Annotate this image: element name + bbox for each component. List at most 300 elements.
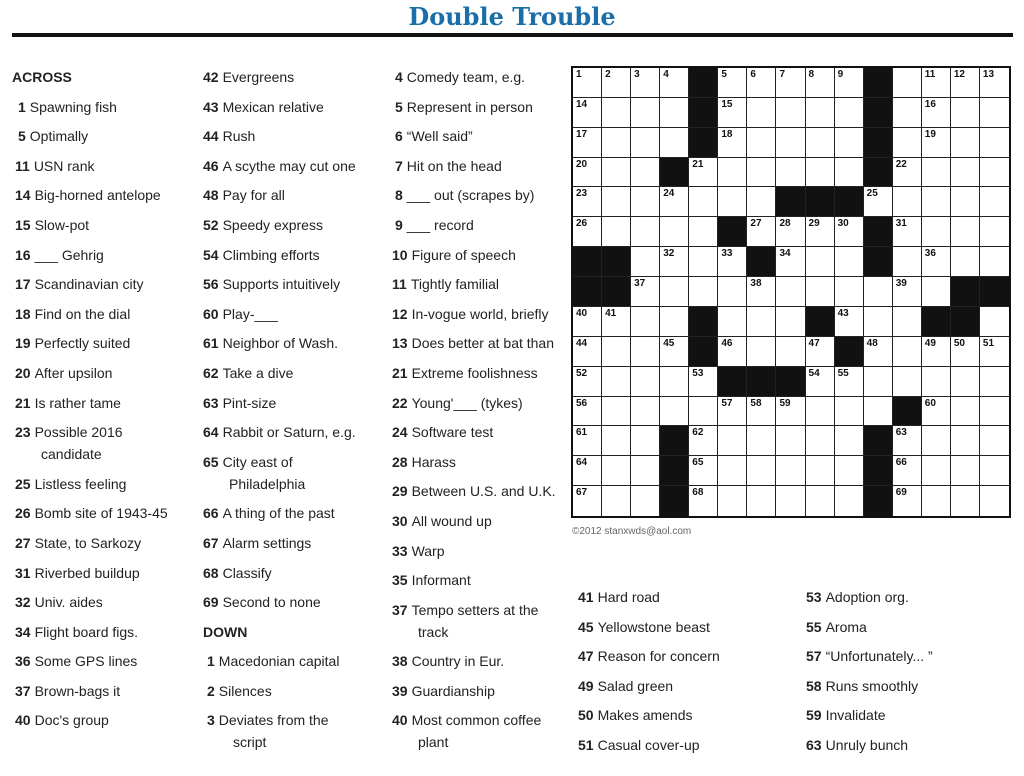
- clue[interactable]: [203, 392, 356, 414]
- grid-cell[interactable]: [893, 486, 922, 516]
- grid-cell[interactable]: [980, 456, 1009, 486]
- grid-cell[interactable]: [776, 456, 805, 486]
- clue[interactable]: [392, 362, 556, 384]
- grid-cell[interactable]: [893, 456, 922, 486]
- grid-cell[interactable]: [573, 68, 602, 98]
- grid-cell[interactable]: [718, 307, 747, 337]
- grid-cell[interactable]: [718, 98, 747, 128]
- grid-cell[interactable]: [631, 158, 660, 188]
- clue[interactable]: [392, 421, 556, 443]
- grid-cell[interactable]: [573, 367, 602, 397]
- grid-cell[interactable]: [893, 367, 922, 397]
- grid-cell[interactable]: [806, 337, 835, 367]
- cell-number: 45: [663, 337, 675, 349]
- grid-cell[interactable]: [922, 486, 951, 516]
- clue[interactable]: [392, 680, 556, 702]
- grid-cell[interactable]: [951, 158, 980, 188]
- grid-cell[interactable]: [922, 68, 951, 98]
- grid-cell[interactable]: [689, 187, 718, 217]
- clue[interactable]: [203, 155, 356, 177]
- clue[interactable]: [392, 214, 556, 236]
- grid-cell[interactable]: [951, 486, 980, 516]
- grid-cell[interactable]: [747, 187, 776, 217]
- cell-number: 67: [576, 487, 588, 499]
- grid-cell[interactable]: [980, 307, 1009, 337]
- clue[interactable]: [12, 303, 168, 325]
- clue[interactable]: [203, 96, 356, 118]
- clue[interactable]: [578, 675, 720, 697]
- grid-cell[interactable]: [573, 217, 602, 247]
- grid-cell[interactable]: [747, 98, 776, 128]
- grid-cell[interactable]: [951, 456, 980, 486]
- grid-cell[interactable]: [776, 68, 805, 98]
- grid-cell[interactable]: [689, 277, 718, 307]
- clue[interactable]: [392, 184, 556, 206]
- grid-cell[interactable]: [806, 367, 835, 397]
- grid-cell[interactable]: [631, 397, 660, 427]
- clue[interactable]: [203, 502, 356, 524]
- grid-cell[interactable]: [602, 337, 631, 367]
- clue[interactable]: [12, 562, 168, 584]
- clue[interactable]: [12, 502, 168, 524]
- grid-cell[interactable]: [893, 337, 922, 367]
- grid-cell[interactable]: [747, 128, 776, 158]
- grid-cell[interactable]: [660, 307, 689, 337]
- clue[interactable]: [12, 591, 168, 613]
- grid-cell[interactable]: [806, 217, 835, 247]
- grid-cell[interactable]: [631, 307, 660, 337]
- grid-cell[interactable]: [980, 426, 1009, 456]
- grid-cell[interactable]: [660, 337, 689, 367]
- clue[interactable]: [12, 650, 168, 672]
- grid-cell[interactable]: [835, 128, 864, 158]
- grid-cell[interactable]: [573, 187, 602, 217]
- grid-cell[interactable]: [747, 486, 776, 516]
- clue[interactable]: [578, 734, 720, 756]
- grid-cell[interactable]: [835, 486, 864, 516]
- grid-cell[interactable]: [980, 68, 1009, 98]
- clue-number: 21: [392, 364, 408, 381]
- clue-text: Bomb site of 1943-45: [34, 505, 168, 522]
- clue[interactable]: [12, 125, 168, 147]
- clue[interactable]: [806, 675, 933, 697]
- grid-cell[interactable]: [631, 247, 660, 277]
- clue[interactable]: [203, 650, 356, 672]
- clue[interactable]: [392, 125, 556, 147]
- clue-number: 51: [578, 736, 594, 753]
- grid-cell[interactable]: [951, 98, 980, 128]
- cell-number: 29: [808, 218, 820, 230]
- grid-cell[interactable]: [864, 367, 893, 397]
- grid-cell[interactable]: [951, 68, 980, 98]
- clue-text: Play-___: [222, 305, 278, 322]
- clue[interactable]: [203, 562, 356, 584]
- clue[interactable]: [203, 273, 356, 295]
- grid-cell[interactable]: [864, 307, 893, 337]
- grid-cell[interactable]: [806, 277, 835, 307]
- grid-cell[interactable]: [631, 128, 660, 158]
- clue-number: 17: [15, 276, 31, 293]
- grid-cell[interactable]: [747, 158, 776, 188]
- clue[interactable]: [392, 244, 556, 266]
- clue[interactable]: [12, 680, 168, 702]
- black-square: [864, 158, 893, 188]
- grid-cell[interactable]: [893, 277, 922, 307]
- grid-cell[interactable]: [806, 98, 835, 128]
- grid-cell[interactable]: [573, 98, 602, 128]
- grid-cell[interactable]: [806, 426, 835, 456]
- cell-number: 23: [576, 188, 588, 200]
- grid-cell[interactable]: [747, 307, 776, 337]
- grid-cell[interactable]: [602, 158, 631, 188]
- grid-cell[interactable]: [602, 426, 631, 456]
- grid-cell[interactable]: [631, 337, 660, 367]
- clue[interactable]: [12, 214, 168, 236]
- grid-cell[interactable]: [835, 217, 864, 247]
- grid-cell[interactable]: [718, 128, 747, 158]
- clue[interactable]: [12, 421, 168, 465]
- grid-cell[interactable]: [951, 187, 980, 217]
- grid-cell[interactable]: [806, 456, 835, 486]
- grid-cell[interactable]: [660, 397, 689, 427]
- clue[interactable]: [578, 616, 720, 638]
- clue[interactable]: [12, 392, 168, 414]
- crossword-grid[interactable]: [571, 66, 1011, 518]
- clue[interactable]: [12, 184, 168, 206]
- clue[interactable]: [806, 586, 933, 608]
- grid-cell[interactable]: [718, 456, 747, 486]
- grid-cell[interactable]: [660, 217, 689, 247]
- clue-text: Riverbed buildup: [34, 564, 140, 581]
- clue[interactable]: [392, 66, 556, 88]
- grid-cell[interactable]: [922, 128, 951, 158]
- clue[interactable]: [12, 273, 168, 295]
- black-square: [864, 217, 893, 247]
- grid-cell[interactable]: [631, 187, 660, 217]
- grid-cell[interactable]: [660, 367, 689, 397]
- clue[interactable]: [392, 155, 556, 177]
- grid-cell[interactable]: [602, 397, 631, 427]
- clue[interactable]: [392, 96, 556, 118]
- grid-cell[interactable]: [893, 217, 922, 247]
- clue[interactable]: [806, 645, 933, 667]
- grid-cell[interactable]: [864, 277, 893, 307]
- grid-cell[interactable]: [602, 307, 631, 337]
- clue[interactable]: [392, 569, 556, 591]
- clue[interactable]: [203, 66, 356, 88]
- grid-cell[interactable]: [835, 158, 864, 188]
- clue[interactable]: [392, 480, 556, 502]
- clue[interactable]: [392, 392, 556, 414]
- grid-cell[interactable]: [922, 247, 951, 277]
- grid-cell[interactable]: [806, 68, 835, 98]
- grid-cell[interactable]: [631, 486, 660, 516]
- cell-number: 17: [576, 128, 588, 140]
- grid-cell[interactable]: [980, 158, 1009, 188]
- grid-cell[interactable]: [922, 158, 951, 188]
- grid-cell[interactable]: [835, 307, 864, 337]
- grid-cell[interactable]: [689, 426, 718, 456]
- grid-cell[interactable]: [573, 128, 602, 158]
- grid-cell[interactable]: [776, 158, 805, 188]
- grid-cell[interactable]: [602, 187, 631, 217]
- grid-cell[interactable]: [835, 277, 864, 307]
- grid-cell[interactable]: [893, 158, 922, 188]
- grid-cell[interactable]: [951, 337, 980, 367]
- clue[interactable]: [203, 532, 356, 554]
- grid-cell[interactable]: [718, 337, 747, 367]
- grid-cell[interactable]: [835, 98, 864, 128]
- grid-cell[interactable]: [718, 397, 747, 427]
- grid-cell[interactable]: [776, 397, 805, 427]
- grid-cell[interactable]: [660, 247, 689, 277]
- grid-cell[interactable]: [718, 187, 747, 217]
- clue[interactable]: [203, 125, 356, 147]
- grid-cell[interactable]: [980, 397, 1009, 427]
- grid-cell[interactable]: [776, 486, 805, 516]
- clue[interactable]: [12, 244, 168, 266]
- grid-cell[interactable]: [689, 247, 718, 277]
- clue[interactable]: [203, 214, 356, 236]
- grid-cell[interactable]: [893, 426, 922, 456]
- clue[interactable]: [392, 540, 556, 562]
- grid-cell[interactable]: [747, 456, 776, 486]
- clue[interactable]: [12, 362, 168, 384]
- grid-cell[interactable]: [864, 337, 893, 367]
- clue-text: “Well said”: [406, 128, 473, 145]
- grid-cell[interactable]: [922, 277, 951, 307]
- grid-cell[interactable]: [951, 426, 980, 456]
- grid-cell[interactable]: [980, 337, 1009, 367]
- clue[interactable]: [203, 244, 356, 266]
- grid-cell[interactable]: [835, 247, 864, 277]
- clue[interactable]: [203, 421, 356, 443]
- grid-cell[interactable]: [660, 98, 689, 128]
- clue[interactable]: [203, 303, 356, 325]
- grid-cell[interactable]: [573, 337, 602, 367]
- grid-cell[interactable]: [835, 367, 864, 397]
- grid-cell[interactable]: [660, 128, 689, 158]
- clue-text: Slow-pot: [34, 216, 90, 233]
- grid-cell[interactable]: [660, 68, 689, 98]
- grid-cell[interactable]: [573, 307, 602, 337]
- grid-cell[interactable]: [776, 247, 805, 277]
- grid-cell[interactable]: [631, 456, 660, 486]
- clue-text: Extreme foolishness: [411, 364, 538, 381]
- clue[interactable]: [203, 591, 356, 613]
- grid-cell[interactable]: [806, 247, 835, 277]
- grid-cell[interactable]: [922, 397, 951, 427]
- grid-cell[interactable]: [980, 128, 1009, 158]
- grid-cell[interactable]: [573, 486, 602, 516]
- grid-cell[interactable]: [835, 397, 864, 427]
- grid-cell[interactable]: [747, 337, 776, 367]
- grid-cell[interactable]: [602, 98, 631, 128]
- grid-cell[interactable]: [893, 128, 922, 158]
- grid-cell[interactable]: [776, 98, 805, 128]
- clue-number: 1: [18, 98, 26, 115]
- grid-cell[interactable]: [631, 98, 660, 128]
- grid-cell[interactable]: [835, 456, 864, 486]
- grid-cell[interactable]: [573, 158, 602, 188]
- grid-cell[interactable]: [747, 68, 776, 98]
- clue[interactable]: [806, 704, 933, 726]
- clue[interactable]: [392, 510, 556, 532]
- cell-number: 51: [982, 337, 995, 349]
- grid-cell[interactable]: [747, 426, 776, 456]
- grid-cell[interactable]: [689, 397, 718, 427]
- grid-cell[interactable]: [718, 486, 747, 516]
- clue[interactable]: [203, 332, 356, 354]
- grid-cell[interactable]: [922, 98, 951, 128]
- grid-cell[interactable]: [747, 397, 776, 427]
- grid-cell[interactable]: [689, 367, 718, 397]
- clue[interactable]: [203, 451, 356, 495]
- clue-text-continued: plant: [418, 734, 449, 751]
- grid-cell[interactable]: [922, 456, 951, 486]
- grid-cell[interactable]: [602, 486, 631, 516]
- clue[interactable]: [392, 451, 556, 473]
- clue[interactable]: [203, 680, 356, 702]
- clue[interactable]: [392, 650, 556, 672]
- grid-cell[interactable]: [689, 217, 718, 247]
- grid-cell[interactable]: [951, 217, 980, 247]
- grid-cell[interactable]: [747, 277, 776, 307]
- grid-cell[interactable]: [980, 486, 1009, 516]
- clue[interactable]: [392, 273, 556, 295]
- grid-cell[interactable]: [631, 426, 660, 456]
- grid-cell[interactable]: [922, 217, 951, 247]
- clue[interactable]: [392, 303, 556, 325]
- grid-cell[interactable]: [776, 128, 805, 158]
- cell-number: 19: [924, 128, 936, 140]
- clue-text: ___ Gehrig: [34, 246, 104, 263]
- grid-cell[interactable]: [689, 456, 718, 486]
- clue[interactable]: [392, 599, 556, 643]
- clue-number: 49: [578, 677, 594, 694]
- grid-cell[interactable]: [776, 217, 805, 247]
- clue-text: Unruly bunch: [825, 736, 909, 753]
- grid-cell[interactable]: [980, 217, 1009, 247]
- clue-number: 5: [395, 98, 403, 115]
- grid-cell[interactable]: [922, 187, 951, 217]
- cell-number: 59: [779, 397, 791, 409]
- grid-cell[interactable]: [864, 397, 893, 427]
- grid-cell[interactable]: [951, 367, 980, 397]
- clue[interactable]: [392, 332, 556, 354]
- grid-cell[interactable]: [602, 217, 631, 247]
- grid-cell[interactable]: [806, 158, 835, 188]
- grid-cell[interactable]: [660, 277, 689, 307]
- grid-cell[interactable]: [893, 98, 922, 128]
- grid-cell[interactable]: [951, 247, 980, 277]
- grid-cell[interactable]: [602, 68, 631, 98]
- grid-cell[interactable]: [602, 367, 631, 397]
- grid-cell[interactable]: [980, 187, 1009, 217]
- grid-cell[interactable]: [776, 337, 805, 367]
- grid-cell[interactable]: [573, 397, 602, 427]
- grid-cell[interactable]: [718, 426, 747, 456]
- clue[interactable]: [578, 586, 720, 608]
- grid-cell[interactable]: [951, 397, 980, 427]
- clue-text: Casual cover-up: [597, 736, 700, 753]
- grid-cell[interactable]: [893, 68, 922, 98]
- grid-cell[interactable]: [835, 68, 864, 98]
- grid-cell[interactable]: [951, 128, 980, 158]
- clue[interactable]: [203, 362, 356, 384]
- grid-cell[interactable]: [893, 307, 922, 337]
- grid-cell[interactable]: [718, 158, 747, 188]
- clue[interactable]: [806, 616, 933, 638]
- cell-number: 11: [924, 69, 936, 80]
- grid-cell[interactable]: [660, 187, 689, 217]
- grid-cell[interactable]: [631, 277, 660, 307]
- clue[interactable]: [12, 96, 168, 118]
- clue[interactable]: [806, 734, 933, 756]
- grid-cell[interactable]: [835, 426, 864, 456]
- grid-cell[interactable]: [980, 367, 1009, 397]
- grid-cell[interactable]: [864, 187, 893, 217]
- clue[interactable]: [12, 332, 168, 354]
- grid-cell[interactable]: [573, 456, 602, 486]
- clue[interactable]: [203, 709, 356, 753]
- grid-cell[interactable]: [631, 367, 660, 397]
- clue-text: Classify: [222, 564, 272, 581]
- grid-cell[interactable]: [631, 68, 660, 98]
- clue[interactable]: [12, 709, 168, 731]
- grid-cell[interactable]: [893, 187, 922, 217]
- clue[interactable]: [203, 184, 356, 206]
- clue-number: 10: [392, 246, 408, 263]
- clue-text-continued: script: [233, 734, 267, 751]
- clue[interactable]: [392, 709, 556, 753]
- grid-cell[interactable]: [776, 277, 805, 307]
- clue[interactable]: [578, 645, 720, 667]
- grid-cell[interactable]: [718, 68, 747, 98]
- clue[interactable]: [12, 155, 168, 177]
- grid-cell[interactable]: [602, 128, 631, 158]
- grid-cell[interactable]: [893, 247, 922, 277]
- cell-number: 65: [692, 457, 704, 469]
- grid-cell[interactable]: [718, 277, 747, 307]
- grid-cell[interactable]: [602, 456, 631, 486]
- grid-cell[interactable]: [689, 486, 718, 516]
- grid-cell[interactable]: [776, 426, 805, 456]
- grid-cell[interactable]: [806, 397, 835, 427]
- grid-cell[interactable]: [573, 426, 602, 456]
- grid-cell[interactable]: [922, 337, 951, 367]
- grid-cell[interactable]: [922, 367, 951, 397]
- clue[interactable]: [12, 621, 168, 643]
- grid-cell[interactable]: [922, 426, 951, 456]
- clue[interactable]: [578, 704, 720, 726]
- cell-number: 15: [721, 98, 733, 110]
- clue[interactable]: [12, 473, 168, 495]
- grid-cell[interactable]: [806, 486, 835, 516]
- grid-cell[interactable]: [980, 247, 1009, 277]
- grid-cell[interactable]: [980, 98, 1009, 128]
- grid-cell[interactable]: [806, 128, 835, 158]
- grid-cell[interactable]: [689, 158, 718, 188]
- clue[interactable]: [12, 532, 168, 554]
- grid-cell[interactable]: [747, 217, 776, 247]
- grid-cell[interactable]: [776, 307, 805, 337]
- clue-column-4: [578, 586, 720, 764]
- clue-number: 27: [15, 534, 31, 551]
- grid-cell[interactable]: [631, 217, 660, 247]
- black-square: [951, 307, 980, 337]
- grid-cell[interactable]: [718, 247, 747, 277]
